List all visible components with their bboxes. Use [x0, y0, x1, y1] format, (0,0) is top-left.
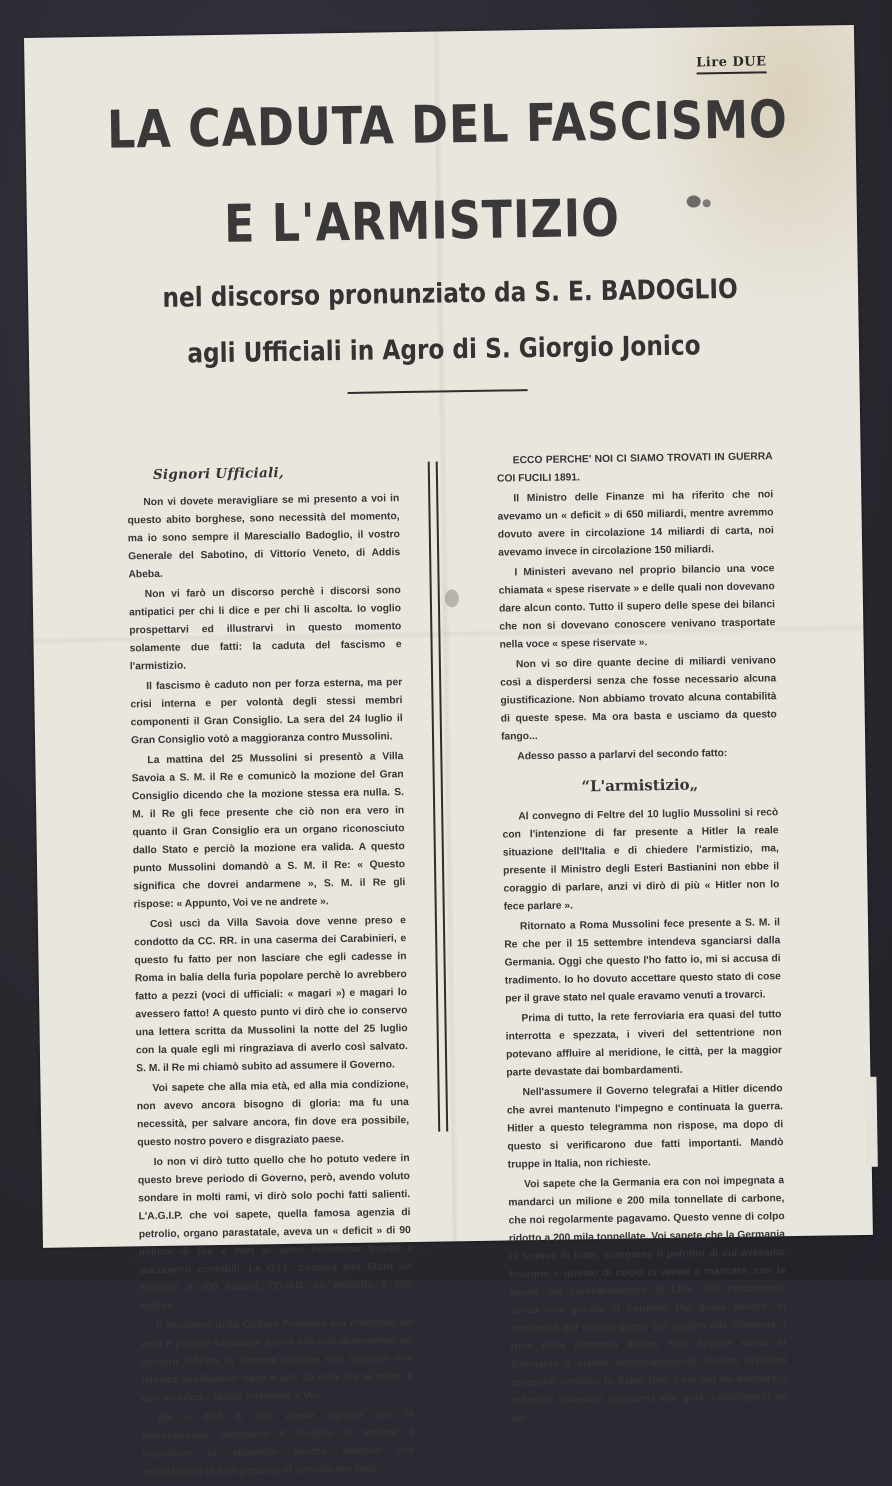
- paragraph: Non vi dovete meravigliare se mi presento a voi in questo abito borghese, sono necessità del momento, ma io sono sempre il Maresciallo Badoglio, il vostro Generale del Sabotino, di Vittorio Veneto, di Addis Abeba.: [127, 493, 401, 581]
- paragraph: Prima di tutto, la rete ferroviaria era quasi del tutto interrotta e spezzata, i viveri del settentrione non potevano affluire al meridione, le città, per la maggior parte devastate dai bombardamenti.: [505, 1009, 783, 1079]
- section-heading-armistizio: “L'armistizio„: [581, 775, 699, 796]
- paragraph: Ritornato a Roma Mussolini fece presente a S. M. il Re che per il 15 settembre intendeva sganciarsi dalla Germania. Oggi che questo l'ho fatto io, mi si accusa di tradimento. Io ho dovuto accettare questo stato di cose per il grave stato nel quale eravamo venuti a trovarci.: [504, 917, 781, 1005]
- headline-line-1: LA CADUTA DEL FASCISMO: [106, 90, 789, 161]
- paragraph: Al convegno di Feltre del 10 luglio Mussolini si recò con l'intenzione di far presente a Hitler la reale situazione dell'Italia e di chiedere l'armistizio, ma, presente il Ministro degli Esteri Bastianini non ebbe il coraggio di parlare, anzi vi dirò di più « Hitler non lo fece parlare ».: [502, 807, 780, 913]
- paragraph: Non vi so dire quante decine di miliardi venivano così a disperdersi senza che fosse necessario alcuna giustificazione. Non abbiamo trovato alcuna contabilità di queste spese. Ma ora basta e usciamo da questo fango...: [500, 655, 777, 743]
- paragraph: Ma vi dirò di più: quelle signore non si permettevano nemmeno il fastidio di andare a riscuotere lo stipendio perchè bastava che mandassero le loro persone di servizio per farlo.: [141, 1409, 415, 1479]
- price-label: Lire DUE: [696, 54, 767, 74]
- paragraph: ECCO PERCHE' NOI CI SIAMO TROVATI IN GUERRA COI FUCILI 1891.: [496, 451, 773, 485]
- paragraph: Non vi farò un discorso perchè i discorsi sono antipatici per chi li dice e per chi li ascolta. Io voglio prospettarvi ed illustrarvi in questo momento solamente due fatti: la caduta del fascismo e l'armistizio.: [128, 585, 402, 673]
- subtitle-line-2: agli Ufficiali in Agro di S. Giorgio Jonico: [187, 330, 701, 370]
- newspaper-broadsheet: [24, 25, 873, 1479]
- paragraph: Così uscì da Villa Savoia dove venne preso e condotto da CC. RR. in una caserma dei Carabinieri, e questo fu fatto per non lasciare che egli cadesse in Roma in balia della furia popolare perchè lo avrebbero fatto a pezzi (voci di ufficiali: « magari ») e magari lo avessero fatto! A questo punto vi dirò che io conservo una lettera scritta da Mussolini la notte del 25 luglio con la quale egli mi ringraziava di averlo così salvato. S. M. il Re mi chiamò subito ad assumere il Governo.: [134, 915, 408, 1075]
- paragraph: I Ministeri avevano nel proprio bilancio una voce chiamata « spese riservate » e delle quali non dovevano dare alcun conto. Tutto il supero delle spese dei bilanci che non si dovevano conoscere venivano trasportate nella voce « spese riservate ».: [498, 563, 776, 651]
- paragraph: Il Ministero della Cultura Popolare era diventato un vero e proprio lupanaro: aveva alle sue dipendenze un numero infinito di signore romane con stipendi che talvolta oscillavano dalle 8 alle 10 mila lire al mese e con incarico... lascio intendere a Voi.: [140, 1317, 414, 1405]
- paragraph: La mattina del 25 Mussolini si presentò a Villa Savoia a S. M. il Re e comunicò la mozione del Gran Consiglio dicendo che la mozione stessa era nulla. S. M. il Re gli fece presente che ciò non era vero in quanto il Gran Consiglio era un organo riconosciuto dallo Stato e perciò la mozione era valida. A questo punto Mussolini domandò a S. M. il Re: « Questo significa che dovrei andarmene », S. M. il Re gli rispose: « Appunto, Voi ve ne andrete ».: [131, 751, 406, 911]
- left-text-column: [127, 462, 415, 1484]
- header-divider-rule: [348, 389, 528, 394]
- paragraph: Nell'assumere il Governo telegrafai a Hitler dicendo che avrei mantenuto l'impegno e continuata la guerra. Hitler a questo telegramma non rispose, ma dopo di questo si verificarono due fatti importanti. Mandò truppe in Italia, non richieste.: [506, 1083, 784, 1171]
- paper-edge-tear: [864, 1077, 877, 1167]
- right-text-column: [497, 448, 788, 1430]
- salutation: Signori Ufficiali,: [152, 464, 285, 484]
- paragraph: Io non vi dirò tutto quello che ho potuto vedere in questo breve periodo di Governo, però, avendo voluto sondare in molti rami, vi dirò solo pochi fatti salienti. L'A.G.I.P. che voi sapete, quella famosa agenzia di petrolio, organo parastatale, aveva un « deficit » di 90 milioni di lire e non si sono nemmeno trovati i documenti contabili. La G.I.L. costava allo Stato un miliardo e 700 milioni, l'O.N.D. un miliardo e 200 milioni.: [137, 1153, 412, 1313]
- paper-stain: [445, 589, 459, 607]
- paragraph: Il Ministro delle Finanze mi ha riferito che noi avevamo un « deficit » di 650 miliardi, mentre avremmo dovuto avere in circolazione 14 miliardi di carta, noi avevamo invece in circolazione 150 miliardi.: [497, 489, 774, 559]
- paragraph: Voi sapete che la Germania era con noi impegnata a mandarci un milione e 200 mila tonnellate di carbone, che noi regolarmente pagavamo. Questo venne di colpo ridotto a 200 mila tonnellate. Voi sapete che la Germania ci forniva di tutto, compreso il petrolio di cui avevamo bisogno e questo di colpo ci venne a mancare, con la scusa dei bombardamenti di Lilla. Noi rimanemmo senza una goccia di benzina. Più grave ancora: si appropriò del nostro grano già pagato alla Romania. I treni dalla Romania furono fatti deviare verso la Germania e invece immediatamente diverse divisioni tedesche vennero in Italia. Non c'era più da dubitare, i tedeschi volevano prenderci alla gola, costringerci ad ub-: [508, 1175, 788, 1425]
- subtitle-line-1: nel discorso pronunziato da S. E. BADOGLIO: [162, 273, 738, 314]
- paragraph: Il fascismo è caduto non per forza esterna, ma per crisi interna e per volontà degli stessi membri componenti il Gran Consiglio. La sera del 24 luglio il Gran Consiglio votò a maggioranza contro Mussolini.: [130, 677, 403, 747]
- paragraph: Adesso passo a parlarvi del secondo fatto:: [517, 748, 728, 763]
- paragraph: Voi sapete che alla mia età, ed alla mia condizione, non avevo ancora bisogno di gloria: ma fu una necessità, per salvare ancora, fin dove era possibile, questo nostro povero e disgraziato paese.: [136, 1079, 410, 1149]
- headline-line-2: E L'ARMISTIZIO: [223, 188, 621, 255]
